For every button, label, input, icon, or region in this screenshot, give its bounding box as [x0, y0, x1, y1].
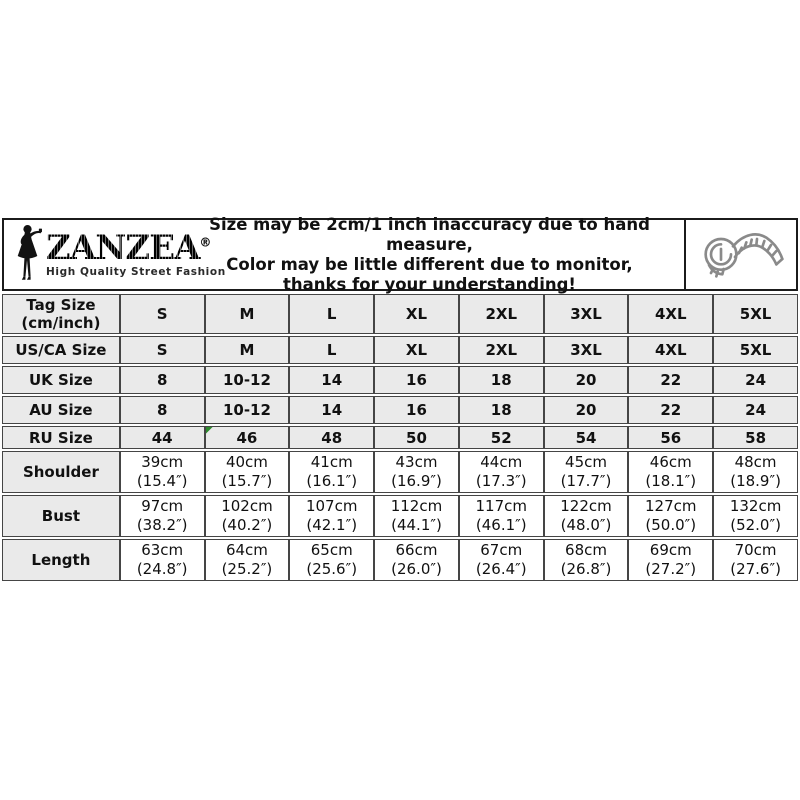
header-box	[2, 214, 798, 294]
size-cell-line: 10-12	[222, 371, 271, 389]
size-cell-line: 65cm	[310, 541, 353, 559]
size-cell-line: (46.1″)	[475, 516, 527, 534]
size-cell-line: 54	[575, 428, 597, 447]
row-label	[2, 336, 120, 364]
table-row	[2, 366, 798, 394]
size-cell-line: 3XL	[570, 341, 602, 359]
size-cell-line: (25.2″)	[221, 560, 273, 578]
table-row	[2, 495, 798, 537]
size-cell	[205, 495, 290, 537]
size-cell	[459, 495, 544, 537]
row-label-line: Shoulder	[22, 463, 99, 481]
size-cell-line: 52	[490, 428, 512, 447]
size-cell-line: 3XL	[570, 305, 602, 323]
size-cell	[544, 294, 629, 334]
size-cell	[544, 451, 629, 493]
size-cell-line: 4XL	[654, 341, 687, 359]
size-cell	[289, 396, 374, 424]
size-cell	[628, 451, 713, 493]
size-cell	[713, 451, 798, 493]
size-cell-line: 43cm	[395, 453, 438, 471]
size-chart-table	[2, 292, 798, 583]
brand-tagline: High Quality Street Fashion	[46, 266, 226, 279]
size-cell	[120, 396, 205, 424]
size-cell-line: 69cm	[649, 541, 692, 559]
size-cell-line: 122cm	[560, 497, 612, 515]
size-cell-line: 8	[156, 371, 168, 389]
size-cell-line: L	[326, 341, 337, 359]
size-cell-line: 16	[406, 401, 427, 419]
row-label-line: (cm/inch)	[21, 314, 101, 332]
size-cell-line: (17.7″)	[560, 472, 612, 490]
size-cell-line: (26.4″)	[475, 560, 527, 578]
size-cell	[205, 366, 290, 394]
disclaimer-line-1: Size may be 2cm/1 inch inaccuracy due to hand measure,	[209, 214, 650, 254]
size-cell-line: 48cm	[734, 453, 777, 471]
size-cell-line: 20	[575, 401, 597, 419]
size-cell-line: 68cm	[565, 541, 607, 559]
size-cell-line: 112cm	[390, 497, 443, 515]
row-label	[2, 451, 120, 493]
size-cell-line: S	[156, 341, 168, 359]
brand-text-block	[46, 228, 226, 279]
size-cell-line: 46	[236, 428, 258, 447]
row-label	[2, 495, 120, 537]
size-cell-line: 20	[575, 371, 597, 389]
size-cell-line: 18	[490, 371, 512, 389]
size-cell	[289, 539, 374, 581]
size-cell-line: (16.9″)	[391, 472, 442, 490]
size-cell	[374, 294, 459, 334]
size-cell	[544, 426, 629, 449]
table-row	[2, 336, 798, 364]
size-cell	[459, 539, 544, 581]
size-cell-line: XL	[405, 341, 428, 359]
size-cell-line: 14	[321, 371, 343, 389]
size-cell-line: 14	[321, 401, 343, 419]
size-cell-line: (27.2″)	[645, 560, 697, 578]
size-cell	[205, 451, 290, 493]
size-cell	[289, 294, 374, 334]
woman-silhouette-icon	[10, 224, 44, 286]
size-cell-line: (26.0″)	[391, 560, 442, 578]
size-cell-line: (40.2″)	[221, 516, 273, 534]
row-label-line: Tag Size	[26, 296, 96, 314]
size-cell-line: (42.1″)	[306, 516, 358, 534]
size-cell-line: L	[326, 305, 337, 323]
size-cell	[713, 294, 798, 334]
size-cell-line: (15.7″)	[221, 472, 273, 490]
tape-measure-icon	[691, 225, 791, 285]
size-cell	[628, 426, 713, 449]
size-cell	[289, 426, 374, 449]
size-cell-line: (24.8″)	[136, 560, 188, 578]
size-cell	[205, 539, 290, 581]
size-cell-line: 4XL	[654, 305, 687, 323]
size-cell-line: 97cm	[141, 497, 184, 515]
size-cell	[374, 451, 459, 493]
size-cell	[544, 366, 629, 394]
disclaimer-line-3: thanks for your understanding!	[283, 274, 576, 294]
size-cell-line: 40cm	[225, 453, 268, 471]
size-cell	[205, 294, 290, 334]
size-cell-line: (18.9″)	[730, 472, 781, 490]
size-cell-line: 18	[490, 401, 512, 419]
size-cell	[544, 495, 629, 537]
size-cell-line: (38.2″)	[136, 516, 188, 534]
size-cell-line: 5XL	[739, 305, 772, 323]
size-cell-line: 50	[406, 428, 427, 447]
size-cell-line: 46cm	[649, 453, 692, 471]
size-cell-line: 44	[151, 428, 173, 447]
size-cell-line: 5XL	[739, 341, 772, 359]
size-cell-line: (17.3″)	[475, 472, 527, 490]
size-cell-line: 127cm	[645, 497, 697, 515]
size-cell	[713, 396, 798, 424]
table-row	[2, 294, 798, 334]
size-cell-line: 64cm	[225, 541, 268, 559]
size-cell	[628, 366, 713, 394]
size-cell	[120, 336, 205, 364]
size-cell	[374, 396, 459, 424]
size-cell	[120, 294, 205, 334]
size-cell	[713, 495, 798, 537]
size-cell	[374, 366, 459, 394]
size-cell	[289, 366, 374, 394]
table-row	[2, 451, 798, 493]
row-label-line: Bust	[41, 507, 80, 525]
size-cell	[205, 426, 290, 449]
size-cell	[374, 495, 459, 537]
size-cell-line: 8	[156, 401, 168, 419]
size-cell-line: 41cm	[310, 453, 353, 471]
size-cell-line: (50.0″)	[645, 516, 697, 534]
size-cell-line: 70cm	[734, 541, 777, 559]
size-cell-line: 24	[745, 371, 767, 389]
size-cell-line: 39cm	[141, 453, 184, 471]
size-cell-line: 16	[406, 371, 427, 389]
size-cell	[544, 396, 629, 424]
row-label-line: Length	[31, 551, 91, 569]
size-cell	[628, 495, 713, 537]
size-cell-line: M	[239, 341, 255, 359]
size-cell-line: 24	[745, 401, 767, 419]
size-cell	[374, 539, 459, 581]
size-cell	[374, 426, 459, 449]
size-cell-line: 2XL	[485, 305, 518, 323]
size-cell-line: 10-12	[222, 401, 271, 419]
size-cell	[459, 451, 544, 493]
brand-name: ZANZEA®	[46, 228, 211, 269]
size-cell	[120, 426, 205, 449]
size-cell	[120, 451, 205, 493]
size-cell-line: 2XL	[485, 341, 518, 359]
size-cell-line: (44.1″)	[391, 516, 442, 534]
size-cell	[544, 539, 629, 581]
row-label	[2, 539, 120, 581]
row-label-line: RU Size	[28, 428, 93, 447]
size-cell	[120, 495, 205, 537]
brand-logo	[4, 224, 226, 286]
size-cell-line: (52.0″)	[730, 516, 781, 534]
size-cell-line: 102cm	[221, 497, 273, 515]
size-cell	[205, 396, 290, 424]
size-cell-line: 22	[660, 401, 682, 419]
size-cell-line: 44cm	[480, 453, 523, 471]
size-cell	[713, 426, 798, 449]
size-cell-line: 48	[321, 428, 343, 447]
size-cell-line: (16.1″)	[306, 472, 358, 490]
measurement-disclaimer	[209, 215, 684, 295]
size-cell-line: (25.6″)	[306, 560, 358, 578]
size-cell	[459, 366, 544, 394]
row-label-line: AU Size	[29, 401, 93, 419]
size-cell-line: (27.6″)	[730, 560, 781, 578]
size-cell	[713, 539, 798, 581]
row-label	[2, 294, 120, 334]
size-cell	[628, 336, 713, 364]
size-cell	[713, 336, 798, 364]
table-row	[2, 396, 798, 424]
size-cell	[628, 396, 713, 424]
size-cell	[374, 336, 459, 364]
size-cell-line: 107cm	[305, 497, 358, 515]
row-label	[2, 396, 120, 424]
size-cell	[459, 336, 544, 364]
size-cell-line: M	[239, 305, 255, 323]
size-cell	[713, 366, 798, 394]
size-cell-line: 117cm	[475, 497, 527, 515]
size-cell-line: 63cm	[141, 541, 184, 559]
row-label-line: US/CA Size	[15, 341, 107, 359]
size-cell-line: 22	[660, 371, 682, 389]
registered-mark: ®	[199, 235, 211, 250]
size-cell	[459, 396, 544, 424]
size-cell	[205, 336, 290, 364]
size-cell	[628, 294, 713, 334]
size-cell	[544, 336, 629, 364]
size-cell-line: (26.8″)	[560, 560, 612, 578]
row-label	[2, 426, 120, 449]
size-cell	[289, 495, 374, 537]
size-cell-line: 56	[660, 428, 682, 447]
size-cell-line: (18.1″)	[645, 472, 697, 490]
row-label-line: UK Size	[28, 371, 93, 389]
disclaimer-line-2: Color may be little different due to monitor,	[226, 254, 633, 274]
size-cell-line: (48.0″)	[560, 516, 612, 534]
size-cell-line: 67cm	[480, 541, 523, 559]
size-cell-line: XL	[405, 305, 428, 323]
size-cell-line: (15.4″)	[136, 472, 188, 490]
size-chart-body	[2, 294, 798, 581]
size-cell-line: 66cm	[395, 541, 438, 559]
size-cell-line: 58	[745, 428, 767, 447]
size-cell-line: 132cm	[729, 497, 782, 515]
size-cell	[289, 451, 374, 493]
size-cell	[459, 426, 544, 449]
size-cell	[459, 294, 544, 334]
size-cell-line: S	[156, 305, 168, 323]
size-cell-line: 45cm	[565, 453, 607, 471]
row-label	[2, 366, 120, 394]
size-cell	[628, 539, 713, 581]
size-cell	[289, 336, 374, 364]
table-row	[2, 539, 798, 581]
size-cell	[120, 539, 205, 581]
tape-measure-panel	[684, 220, 796, 289]
table-row	[2, 426, 798, 449]
size-cell	[120, 366, 205, 394]
